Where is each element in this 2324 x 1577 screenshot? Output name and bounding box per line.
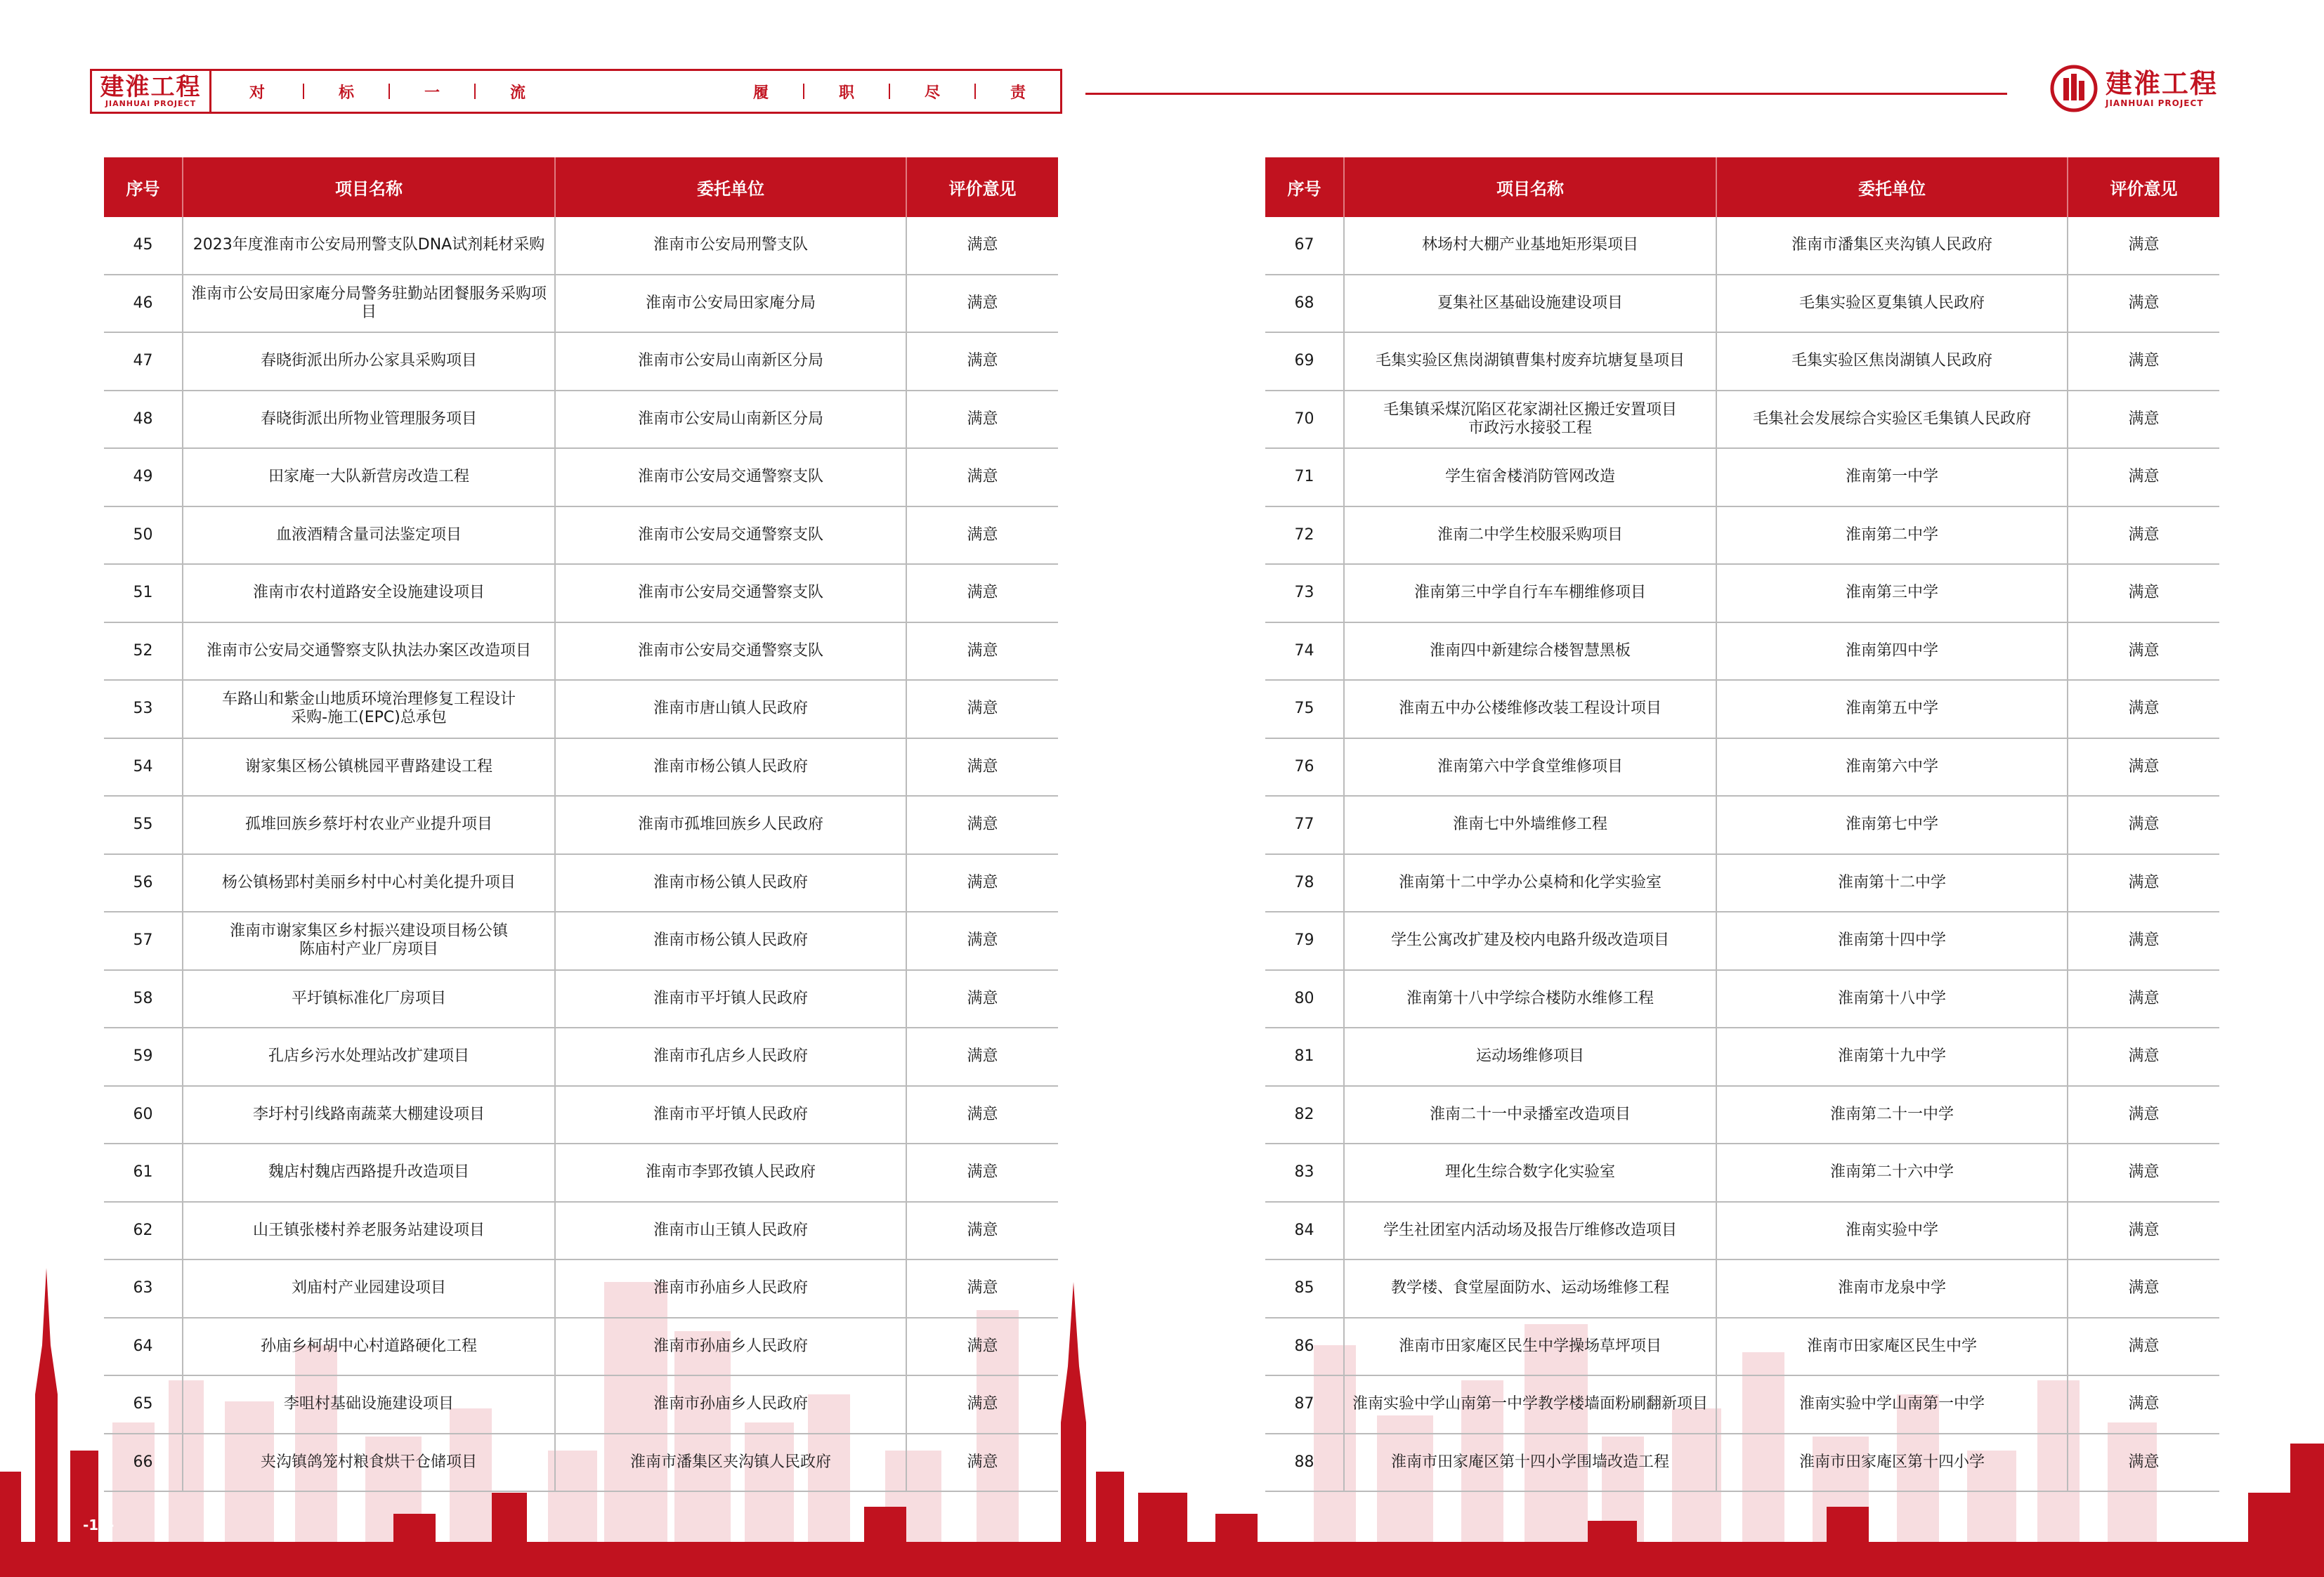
cell-client: 淮南第十二中学 — [1716, 854, 2068, 912]
cell-rating: 满意 — [2068, 506, 2219, 565]
cell-client: 淮南第十九中学 — [1716, 1028, 2068, 1086]
table-header-row — [104, 157, 1058, 217]
cell-project-name: 春晓街派出所办公家具采购项目 — [183, 332, 555, 391]
cell-client: 淮南市公安局田家庵分局 — [555, 275, 906, 333]
cell-client: 淮南实验中学 — [1716, 1202, 2068, 1260]
cell-rating: 满意 — [2068, 275, 2219, 333]
logo-text-cn: 建淮工程 — [100, 73, 202, 101]
cell-rating: 满意 — [906, 1434, 1058, 1492]
cell-client: 淮南第十四中学 — [1716, 912, 2068, 970]
cell-index: 57 — [104, 912, 183, 970]
cell-rating: 满意 — [2068, 1318, 2219, 1376]
cell-project-name: 淮南二中学生校服采购项目 — [1344, 506, 1716, 565]
cell-index: 67 — [1265, 217, 1344, 275]
cell-project-name: 淮南市公安局交通警察支队执法办案区改造项目 — [183, 622, 555, 681]
cell-index: 75 — [1265, 680, 1344, 738]
cell-index: 82 — [1265, 1086, 1344, 1144]
logo-mark-icon — [2049, 64, 2098, 113]
cell-project-name: 淮南第十二中学办公桌椅和化学实验室 — [1344, 854, 1716, 912]
cell-index: 73 — [1265, 564, 1344, 622]
cell-client: 淮南第二十一中学 — [1716, 1086, 2068, 1144]
cell-client: 淮南第五中学 — [1716, 680, 2068, 738]
table-row — [1265, 622, 2219, 681]
cell-rating: 满意 — [906, 564, 1058, 622]
col-header-rating: 评价意见 — [2068, 157, 2219, 217]
cell-index: 83 — [1265, 1144, 1344, 1202]
cell-project-name: 杨公镇杨郢村美丽乡村中心村美化提升项目 — [183, 854, 555, 912]
cell-index: 76 — [1265, 738, 1344, 797]
table-row — [1265, 275, 2219, 333]
slogan-char: 标 — [338, 84, 354, 102]
cell-index: 49 — [104, 448, 183, 506]
cell-project-name: 淮南市农村道路安全设施建设项目 — [183, 564, 555, 622]
cell-client: 淮南市潘集区夹沟镇人民政府 — [1716, 217, 2068, 275]
table-row — [104, 1144, 1058, 1202]
col-header-project: 项目名称 — [183, 157, 555, 217]
cell-client: 淮南市公安局交通警察支队 — [555, 622, 906, 681]
cell-rating: 满意 — [906, 1318, 1058, 1376]
cell-project-name: 毛集实验区焦岗湖镇曹集村废弃坑塘复垦项目 — [1344, 332, 1716, 391]
cell-client: 淮南市唐山镇人民政府 — [555, 680, 906, 738]
table-row — [104, 217, 1058, 275]
cell-index: 71 — [1265, 448, 1344, 506]
cell-index: 78 — [1265, 854, 1344, 912]
table-row — [104, 796, 1058, 854]
cell-client: 淮南市杨公镇人民政府 — [555, 854, 906, 912]
project-table-left — [104, 157, 1058, 1492]
table-row — [104, 448, 1058, 506]
cell-client: 淮南市孤堆回族乡人民政府 — [555, 796, 906, 854]
table-row — [1265, 1375, 2219, 1434]
cell-client: 淮南第一中学 — [1716, 448, 2068, 506]
cell-index: 56 — [104, 854, 183, 912]
slogan — [211, 71, 1060, 112]
cell-rating: 满意 — [2068, 1434, 2219, 1492]
cell-index: 69 — [1265, 332, 1344, 391]
cell-rating: 满意 — [906, 275, 1058, 333]
cell-project-name: 淮南第十八中学综合楼防水维修工程 — [1344, 970, 1716, 1028]
header-rule — [1085, 93, 2007, 95]
table-row — [104, 506, 1058, 565]
cell-index: 79 — [1265, 912, 1344, 970]
table-row — [104, 564, 1058, 622]
cell-client: 淮南第六中学 — [1716, 738, 2068, 797]
cell-rating: 满意 — [906, 448, 1058, 506]
cell-client: 淮南市孔店乡人民政府 — [555, 1028, 906, 1086]
cell-client: 毛集实验区焦岗湖镇人民政府 — [1716, 332, 2068, 391]
table-row — [1265, 1144, 2219, 1202]
cell-rating: 满意 — [2068, 1375, 2219, 1434]
table-row — [1265, 217, 2219, 275]
cell-project-name: 林场村大棚产业基地矩形渠项目 — [1344, 217, 1716, 275]
cell-client: 淮南市田家庵区民生中学 — [1716, 1318, 2068, 1376]
cell-rating: 满意 — [2068, 1144, 2219, 1202]
cell-client: 淮南市田家庵区第十四小学 — [1716, 1434, 2068, 1492]
cell-index: 45 — [104, 217, 183, 275]
cell-index: 87 — [1265, 1375, 1344, 1434]
table-row — [1265, 1434, 2219, 1492]
cell-index: 51 — [104, 564, 183, 622]
cell-rating: 满意 — [2068, 1028, 2219, 1086]
cell-index: 72 — [1265, 506, 1344, 565]
cell-project-name: 夹沟镇鸽笼村粮食烘干仓储项目 — [183, 1434, 555, 1492]
cell-client: 毛集社会发展综合实验区毛集镇人民政府 — [1716, 391, 2068, 449]
cell-rating: 满意 — [2068, 1259, 2219, 1318]
table-row — [1265, 912, 2219, 970]
cell-index: 52 — [104, 622, 183, 681]
cell-rating: 满意 — [2068, 448, 2219, 506]
cell-client: 淮南第四中学 — [1716, 622, 2068, 681]
cell-project-name: 李圩村引线路南蔬菜大棚建设项目 — [183, 1086, 555, 1144]
slogan-char: 职 — [838, 84, 854, 102]
cell-index: 88 — [1265, 1434, 1344, 1492]
col-header-index: 序号 — [104, 157, 183, 217]
logo-text-cn: 建淮工程 — [2106, 68, 2219, 99]
table-row — [104, 332, 1058, 391]
cell-client: 淮南市平圩镇人民政府 — [555, 970, 906, 1028]
table-row — [104, 391, 1058, 449]
cell-index: 66 — [104, 1434, 183, 1492]
cell-project-name: 淮南七中外墙维修工程 — [1344, 796, 1716, 854]
cell-index: 65 — [104, 1375, 183, 1434]
cell-rating: 满意 — [2068, 564, 2219, 622]
cell-project-name: 淮南市谢家集区乡村振兴建设项目杨公镇 陈庙村产业厂房项目 — [183, 912, 555, 970]
cell-project-name: 春晓街派出所物业管理服务项目 — [183, 391, 555, 449]
cell-client: 淮南市孙庙乡人民政府 — [555, 1375, 906, 1434]
cell-project-name: 淮南市公安局田家庵分局警务驻勤站团餐服务采购项目 — [183, 275, 555, 333]
cell-rating: 满意 — [906, 680, 1058, 738]
table-row — [1265, 564, 2219, 622]
cell-project-name: 淮南五中办公楼维修改装工程设计项目 — [1344, 680, 1716, 738]
cell-index: 59 — [104, 1028, 183, 1086]
cell-client: 淮南市杨公镇人民政府 — [555, 738, 906, 797]
cell-index: 48 — [104, 391, 183, 449]
cell-rating: 满意 — [906, 970, 1058, 1028]
table-header-row — [1265, 157, 2219, 217]
cell-project-name: 夏集社区基础设施建设项目 — [1344, 275, 1716, 333]
table-row — [104, 275, 1058, 333]
slogan-char: 履 — [752, 84, 769, 102]
cell-client: 淮南第三中学 — [1716, 564, 2068, 622]
cell-project-name: 淮南市田家庵区第十四小学围墙改造工程 — [1344, 1434, 1716, 1492]
cell-index: 54 — [104, 738, 183, 797]
table-row — [1265, 1318, 2219, 1376]
slogan-char: 一 — [424, 84, 440, 102]
cell-rating: 满意 — [906, 796, 1058, 854]
cell-rating: 满意 — [2068, 796, 2219, 854]
slogan-char: 流 — [509, 84, 525, 102]
cell-index: 63 — [104, 1259, 183, 1318]
cell-client: 淮南市山王镇人民政府 — [555, 1202, 906, 1260]
cell-project-name: 2023年度淮南市公安局刑警支队DNA试剂耗材采购 — [183, 217, 555, 275]
cell-rating: 满意 — [906, 1375, 1058, 1434]
table-row — [1265, 1028, 2219, 1086]
cell-project-name: 淮南二十一中录播室改造项目 — [1344, 1086, 1716, 1144]
table-row — [1265, 391, 2219, 449]
table-row — [1265, 1086, 2219, 1144]
cell-client: 淮南市孙庙乡人民政府 — [555, 1259, 906, 1318]
cell-project-name: 淮南第六中学食堂维修项目 — [1344, 738, 1716, 797]
cell-index: 46 — [104, 275, 183, 333]
table-row — [104, 1028, 1058, 1086]
cell-project-name: 学生公寓改扩建及校内电路升级改造项目 — [1344, 912, 1716, 970]
cell-index: 50 — [104, 506, 183, 565]
cell-project-name: 毛集镇采煤沉陷区花家湖社区搬迁安置项目 市政污水接驳工程 — [1344, 391, 1716, 449]
cell-rating: 满意 — [2068, 912, 2219, 970]
cell-rating: 满意 — [2068, 854, 2219, 912]
table-row — [104, 1086, 1058, 1144]
cell-project-name: 淮南实验中学山南第一中学教学楼墙面粉刷翻新项目 — [1344, 1375, 1716, 1434]
cell-project-name: 孙庙乡柯胡中心村道路硬化工程 — [183, 1318, 555, 1376]
cell-project-name: 孔店乡污水处理站改扩建项目 — [183, 1028, 555, 1086]
col-header-project: 项目名称 — [1344, 157, 1716, 217]
brand-logo — [92, 71, 211, 112]
table-row — [104, 680, 1058, 738]
cell-project-name: 李咀村基础设施建设项目 — [183, 1375, 555, 1434]
cell-project-name: 淮南四中新建综合楼智慧黑板 — [1344, 622, 1716, 681]
cell-index: 47 — [104, 332, 183, 391]
cell-rating: 满意 — [2068, 680, 2219, 738]
table-row — [104, 1434, 1058, 1492]
table-row — [104, 1375, 1058, 1434]
cell-index: 77 — [1265, 796, 1344, 854]
cell-client: 淮南市平圩镇人民政府 — [555, 1086, 906, 1144]
page-number-right: -12- — [2210, 1517, 2242, 1533]
table-row — [104, 1259, 1058, 1318]
slogan-char: 责 — [1010, 84, 1026, 102]
cell-rating: 满意 — [906, 391, 1058, 449]
cell-rating: 满意 — [906, 912, 1058, 970]
cell-index: 60 — [104, 1086, 183, 1144]
page-number-left: -11- — [83, 1517, 115, 1533]
col-header-client: 委托单位 — [555, 157, 906, 217]
cell-project-name: 孤堆回族乡蔡圩村农业产业提升项目 — [183, 796, 555, 854]
cell-rating: 满意 — [2068, 391, 2219, 449]
cell-client: 淮南市公安局交通警察支队 — [555, 564, 906, 622]
cell-project-name: 学生宿舍楼消防管网改造 — [1344, 448, 1716, 506]
cell-project-name: 运动场维修项目 — [1344, 1028, 1716, 1086]
table-row — [1265, 738, 2219, 797]
slogan-char: 尽 — [924, 84, 940, 102]
cell-client: 淮南市公安局交通警察支队 — [555, 506, 906, 565]
table-row — [1265, 332, 2219, 391]
cell-index: 62 — [104, 1202, 183, 1260]
cell-index: 86 — [1265, 1318, 1344, 1376]
table-row — [104, 622, 1058, 681]
cell-client: 淮南市公安局山南新区分局 — [555, 391, 906, 449]
table-row — [1265, 796, 2219, 854]
cell-client: 淮南第七中学 — [1716, 796, 2068, 854]
cell-index: 85 — [1265, 1259, 1344, 1318]
cell-project-name: 车路山和紫金山地质环境治理修复工程设计 采购-施工(EPC)总承包 — [183, 680, 555, 738]
cell-index: 55 — [104, 796, 183, 854]
cell-rating: 满意 — [2068, 970, 2219, 1028]
cell-client: 淮南实验中学山南第一中学 — [1716, 1375, 2068, 1434]
table-row — [1265, 1259, 2219, 1318]
cell-rating: 满意 — [2068, 217, 2219, 275]
cell-project-name: 学生社团室内活动场及报告厅维修改造项目 — [1344, 1202, 1716, 1260]
table-row — [104, 970, 1058, 1028]
table-row — [1265, 854, 2219, 912]
cell-client: 淮南市公安局交通警察支队 — [555, 448, 906, 506]
logo-text-en: JIANHUAI PROJECT — [2106, 98, 2204, 108]
cell-client: 淮南市杨公镇人民政府 — [555, 912, 906, 970]
header-banner — [90, 69, 1062, 114]
cell-rating: 满意 — [2068, 1086, 2219, 1144]
cell-rating: 满意 — [2068, 622, 2219, 681]
table-row — [104, 1318, 1058, 1376]
cell-rating: 满意 — [2068, 332, 2219, 391]
cell-project-name: 平圩镇标准化厂房项目 — [183, 970, 555, 1028]
table-row — [104, 738, 1058, 797]
cell-project-name: 淮南市田家庵区民生中学操场草坪项目 — [1344, 1318, 1716, 1376]
cell-project-name: 血液酒精含量司法鉴定项目 — [183, 506, 555, 565]
cell-client: 毛集实验区夏集镇人民政府 — [1716, 275, 2068, 333]
cell-client: 淮南市潘集区夹沟镇人民政府 — [555, 1434, 906, 1492]
cell-rating: 满意 — [906, 1086, 1058, 1144]
cell-project-name: 刘庙村产业园建设项目 — [183, 1259, 555, 1318]
cell-client: 淮南市孙庙乡人民政府 — [555, 1318, 906, 1376]
cell-rating: 满意 — [906, 1202, 1058, 1260]
cell-client: 淮南第二十六中学 — [1716, 1144, 2068, 1202]
col-header-client: 委托单位 — [1716, 157, 2068, 217]
cell-index: 58 — [104, 970, 183, 1028]
table-row — [104, 1202, 1058, 1260]
table-row — [104, 854, 1058, 912]
cell-rating: 满意 — [906, 738, 1058, 797]
cell-client: 淮南第十八中学 — [1716, 970, 2068, 1028]
cell-index: 70 — [1265, 391, 1344, 449]
cell-index: 84 — [1265, 1202, 1344, 1260]
cell-project-name: 淮南第三中学自行车车棚维修项目 — [1344, 564, 1716, 622]
cell-rating: 满意 — [906, 332, 1058, 391]
cell-project-name: 谢家集区杨公镇桃园平曹路建设工程 — [183, 738, 555, 797]
table-row — [1265, 506, 2219, 565]
cell-index: 53 — [104, 680, 183, 738]
cell-index: 64 — [104, 1318, 183, 1376]
cell-index: 81 — [1265, 1028, 1344, 1086]
cell-client: 淮南市公安局山南新区分局 — [555, 332, 906, 391]
table-row — [1265, 448, 2219, 506]
cell-project-name: 魏店村魏店西路提升改造项目 — [183, 1144, 555, 1202]
col-header-rating: 评价意见 — [906, 157, 1058, 217]
cell-client: 淮南市龙泉中学 — [1716, 1259, 2068, 1318]
cell-index: 68 — [1265, 275, 1344, 333]
cell-index: 74 — [1265, 622, 1344, 681]
table-row — [1265, 680, 2219, 738]
cell-rating: 满意 — [906, 1259, 1058, 1318]
logo-text-en: JIANHUAI PROJECT — [105, 99, 197, 108]
cell-rating: 满意 — [906, 506, 1058, 565]
cell-project-name: 理化生综合数字化实验室 — [1344, 1144, 1716, 1202]
cell-project-name: 田家庵一大队新营房改造工程 — [183, 448, 555, 506]
cell-rating: 满意 — [906, 217, 1058, 275]
table-row — [1265, 1202, 2219, 1260]
cell-rating: 满意 — [906, 1028, 1058, 1086]
cell-index: 80 — [1265, 970, 1344, 1028]
project-table-right — [1265, 157, 2219, 1492]
cell-index: 61 — [104, 1144, 183, 1202]
brand-logo-right — [2049, 62, 2232, 115]
cell-client: 淮南第二中学 — [1716, 506, 2068, 565]
slogan-char: 对 — [249, 84, 265, 102]
cell-project-name: 教学楼、食堂屋面防水、运动场维修工程 — [1344, 1259, 1716, 1318]
cell-rating: 满意 — [906, 622, 1058, 681]
cell-rating: 满意 — [2068, 738, 2219, 797]
table-row — [104, 912, 1058, 970]
cell-rating: 满意 — [906, 1144, 1058, 1202]
cell-project-name: 山王镇张楼村养老服务站建设项目 — [183, 1202, 555, 1260]
table-row — [1265, 970, 2219, 1028]
col-header-index: 序号 — [1265, 157, 1344, 217]
cell-client: 淮南市公安局刑警支队 — [555, 217, 906, 275]
cell-rating: 满意 — [906, 854, 1058, 912]
cell-client: 淮南市李郢孜镇人民政府 — [555, 1144, 906, 1202]
cell-rating: 满意 — [2068, 1202, 2219, 1260]
